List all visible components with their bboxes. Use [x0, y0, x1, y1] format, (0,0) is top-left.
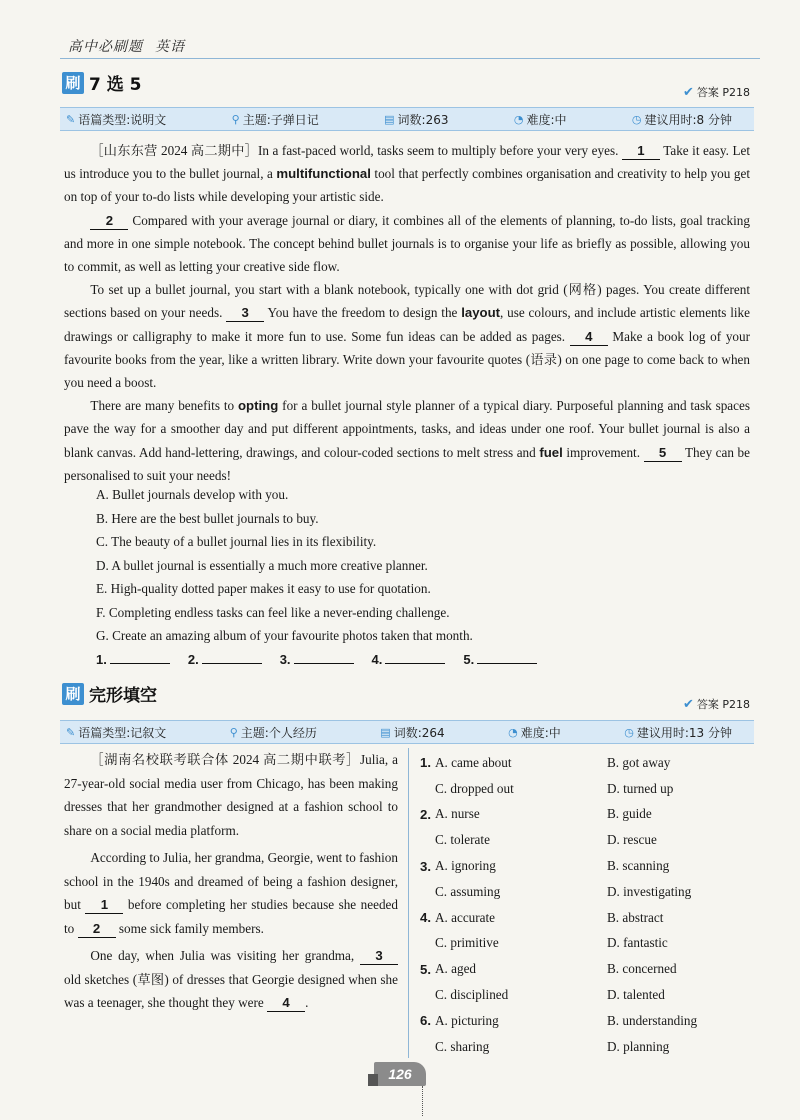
choice-c[interactable]: C. primitive: [435, 935, 499, 951]
question-row: [420, 853, 750, 879]
question-row: [420, 956, 750, 982]
blank-3[interactable]: 3: [360, 948, 398, 965]
section1-answer-ref[interactable]: [683, 84, 750, 100]
info-type: [66, 111, 166, 128]
answer-ref-text: 答案 P218: [696, 86, 750, 99]
choice-b[interactable]: B. scanning: [607, 858, 670, 874]
option-item: C. The beauty of a bullet journal lies in its flexibility.: [96, 534, 377, 549]
section2-heading: [62, 681, 157, 706]
section1-info-bar: [60, 107, 754, 131]
info-topic: [230, 724, 317, 741]
section1-options: [96, 483, 756, 648]
info-type-text: 语篇类型:记叙文: [78, 725, 167, 740]
info-words-text: 词数:263: [397, 112, 449, 127]
question-row-cont: [420, 1034, 750, 1060]
option-item: D. A bullet journal is essentially a much more creative planner.: [96, 557, 428, 573]
section2-questions: [420, 750, 750, 1060]
question-row: [420, 802, 750, 828]
option-item: E. High-quality dotted paper makes it easy to use for quotation.: [96, 581, 431, 596]
search-icon: ⚲: [231, 112, 240, 126]
section1-paragraph: To set up a bullet journal, you start with a blank notebook, typically one with dot grid (网格) pages. You create different sections based on your needs. 3 You have the freedom to design the layout, use colours, and include artistic elements like drawings or calligraphy to make it more fun to use. Some fun ideas can be added as pages. 4 Make a book log of your favourite books from the year, like a written library. Write down your favourite quotes (语录) on one page to come back to when you need a boost.: [64, 282, 751, 391]
question-number: 3.: [420, 858, 431, 874]
bold-word: fuel: [539, 444, 563, 460]
question-number: 1.: [420, 755, 431, 771]
section1-answer-blanks: [96, 652, 555, 667]
section2-paragraph: According to Julia, her grandma, Georgie, went to fashion school in the 1940s and dreamed of being a fashion designer, but 1 before completing her studies because she needed to 2 some sick family members.: [64, 850, 398, 936]
info-words: [384, 111, 448, 128]
info-type: [66, 724, 166, 741]
blank-4[interactable]: 4: [267, 995, 305, 1012]
page-number: 126: [374, 1062, 426, 1086]
book-subject: 英语: [155, 39, 185, 55]
answer-slot[interactable]: [463, 652, 537, 667]
info-difficulty-text: 难度:中: [526, 112, 567, 127]
choice-a[interactable]: A. picturing: [435, 1012, 499, 1028]
blank-2[interactable]: 2: [90, 213, 128, 230]
info-topic: [232, 111, 319, 128]
choice-b[interactable]: B. guide: [607, 806, 652, 822]
section1-heading: [62, 70, 142, 95]
choice-d[interactable]: D. turned up: [607, 780, 674, 796]
option-item: F. Completing endless tasks can feel like a never-ending challenge.: [96, 604, 450, 620]
gauge-icon: ◔: [508, 725, 518, 739]
choice-b[interactable]: B. concerned: [607, 961, 677, 977]
info-difficulty: [508, 724, 561, 741]
answer-slot[interactable]: [96, 652, 170, 667]
choice-a[interactable]: A. nurse: [435, 806, 480, 822]
section2-title: 完形填空: [89, 686, 157, 706]
answer-label: 2.: [187, 652, 199, 667]
blank-1[interactable]: 1: [85, 897, 123, 914]
info-topic-text: 主题:子弹日记: [242, 112, 319, 127]
option-item: G. Create an amazing album of your favourite photos taken that month.: [96, 628, 473, 643]
choice-c[interactable]: C. dropped out: [435, 780, 514, 796]
question-number: 6.: [420, 1013, 431, 1029]
choice-d[interactable]: D. planning: [607, 1038, 670, 1054]
document-icon: ▤: [384, 112, 395, 126]
info-type-text: 语篇类型:说明文: [78, 112, 167, 127]
bold-word: layout: [461, 305, 501, 321]
section1-title: 7 选 5: [89, 75, 142, 95]
info-time: [624, 724, 732, 741]
check-icon: ✔: [682, 84, 694, 100]
answer-slot[interactable]: [372, 652, 446, 667]
gauge-icon: ◔: [513, 112, 524, 126]
header-rule: [60, 58, 760, 59]
brush-badge-icon: 刷: [62, 72, 84, 94]
answer-label: 3.: [279, 652, 291, 667]
check-icon: ✔: [682, 696, 694, 712]
answer-slot[interactable]: [188, 652, 262, 667]
book-header: [68, 36, 185, 56]
blank-5[interactable]: 5: [644, 445, 682, 462]
search-icon: ⚲: [229, 725, 238, 739]
section2-answer-ref[interactable]: [683, 696, 750, 712]
info-words: [380, 724, 444, 741]
answer-line[interactable]: [110, 663, 170, 664]
section2-paragraph: One day, when Julia was visiting her grandma, 3 old sketches (草图) of dresses that Georgie designed when she was a teenager, she thought they were 4 .: [64, 948, 398, 1010]
choice-b[interactable]: B. understanding: [607, 1012, 698, 1028]
question-number: 2.: [420, 806, 431, 822]
document-icon: ▤: [380, 725, 391, 739]
question-row: [420, 1008, 750, 1034]
choice-c[interactable]: C. assuming: [435, 883, 501, 899]
answer-line[interactable]: [202, 663, 262, 664]
info-time: [632, 111, 732, 128]
info-time-text: 建议用时:13 分钟: [636, 725, 732, 740]
choice-d[interactable]: D. rescue: [607, 832, 657, 848]
section2-passage: [64, 748, 398, 1019]
choice-c[interactable]: C. disciplined: [435, 987, 509, 1003]
answer-label: 1.: [96, 652, 107, 667]
info-time-text: 建议用时:8 分钟: [644, 112, 732, 127]
choice-a[interactable]: A. aged: [435, 961, 477, 977]
blank-3[interactable]: 3: [226, 305, 264, 322]
question-row-cont: [420, 931, 750, 957]
info-difficulty: [514, 111, 567, 128]
question-number: 5.: [420, 961, 431, 977]
book-series: 高中必刷题: [68, 39, 143, 55]
clock-icon: ◷: [631, 112, 642, 126]
question-row-cont: [420, 982, 750, 1008]
choice-a[interactable]: A. ignoring: [435, 858, 496, 874]
blank-2[interactable]: 2: [78, 921, 116, 938]
blank-1[interactable]: 1: [622, 143, 660, 160]
pen-icon: ✎: [66, 112, 76, 126]
choice-d[interactable]: D. talented: [607, 987, 665, 1003]
section1-paragraph: ［山东东营 2024 高二期中］In a fast-paced world, tasks seem to multiply before your very eyes. 1 Take it easy. Let us introduce you to the bullet journal, a multifunctional tool that perfectly combines organisation and creativity to help you get on top of your to-do lists while developing your artistic side.: [64, 143, 751, 205]
blank-4[interactable]: 4: [570, 329, 608, 346]
question-number: 4.: [420, 910, 431, 926]
section1-paragraph: There are many benefits to opting for a bullet journal style planner of a typical diary. Purposeful planning and task spaces pave the way for a smoother day and put different appointments, tasks, and ideas under one roof. Your bullet journal is also a blank canvas. Add hand-lettering, drawings, and colour-coded sections to melt stress and fuel improvement. 5 They can be personalised to suit your needs!: [64, 398, 750, 483]
answer-label: 5.: [463, 652, 475, 667]
section1-passage: [64, 139, 750, 487]
section1-paragraph: 2 Compared with your average journal or diary, it combines all of the elements of planning, to-do lists, goal tracking and more in one simple notebook. The concept behind bullet journals is to organise your life as briefly as possible, allowing you to commit, as well as letting your creative side flow.: [64, 212, 750, 275]
question-row-cont: [420, 879, 750, 905]
choice-a[interactable]: A. came about: [435, 754, 512, 770]
choice-b[interactable]: B. got away: [607, 754, 671, 770]
column-divider: [408, 748, 409, 1058]
question-row: [420, 905, 750, 931]
brush-badge-icon: 刷: [62, 683, 84, 705]
question-row-cont: [420, 827, 750, 853]
choice-b[interactable]: B. abstract: [607, 909, 664, 925]
choice-d[interactable]: D. investigating: [607, 883, 692, 899]
answer-line[interactable]: [477, 663, 537, 664]
choice-d[interactable]: D. fantastic: [607, 935, 668, 951]
choice-c[interactable]: C. sharing: [435, 1038, 490, 1054]
question-row: [420, 750, 750, 776]
clock-icon: ◷: [624, 725, 634, 739]
info-words-text: 词数:264: [393, 725, 445, 740]
bold-word: opting: [238, 398, 279, 414]
answer-line[interactable]: [385, 663, 445, 664]
info-difficulty-text: 难度:中: [520, 725, 561, 740]
section2-paragraph: ［湖南名校联考联合体 2024 高二期中联考］Julia, a 27-year-old social media user from Chicago, has been making dresses that her grandmother designed at a fashion school to share on a social media platform.: [64, 752, 398, 838]
answer-ref-text: 答案 P218: [696, 698, 750, 711]
answer-slot[interactable]: [280, 652, 354, 667]
choice-c[interactable]: C. tolerate: [435, 832, 490, 848]
info-topic-text: 主题:个人经历: [240, 725, 317, 740]
answer-line[interactable]: [294, 663, 354, 664]
option-item: B. Here are the best bullet journals to buy.: [96, 510, 319, 526]
answer-label: 4.: [371, 652, 383, 667]
question-row-cont: [420, 776, 750, 802]
binding-dots: [422, 1086, 423, 1116]
choice-a[interactable]: A. accurate: [435, 909, 496, 925]
bold-word: multifunctional: [276, 166, 371, 182]
option-item: A. Bullet journals develop with you.: [96, 487, 289, 502]
pen-icon: ✎: [66, 725, 76, 739]
section2-info-bar: [60, 720, 754, 744]
